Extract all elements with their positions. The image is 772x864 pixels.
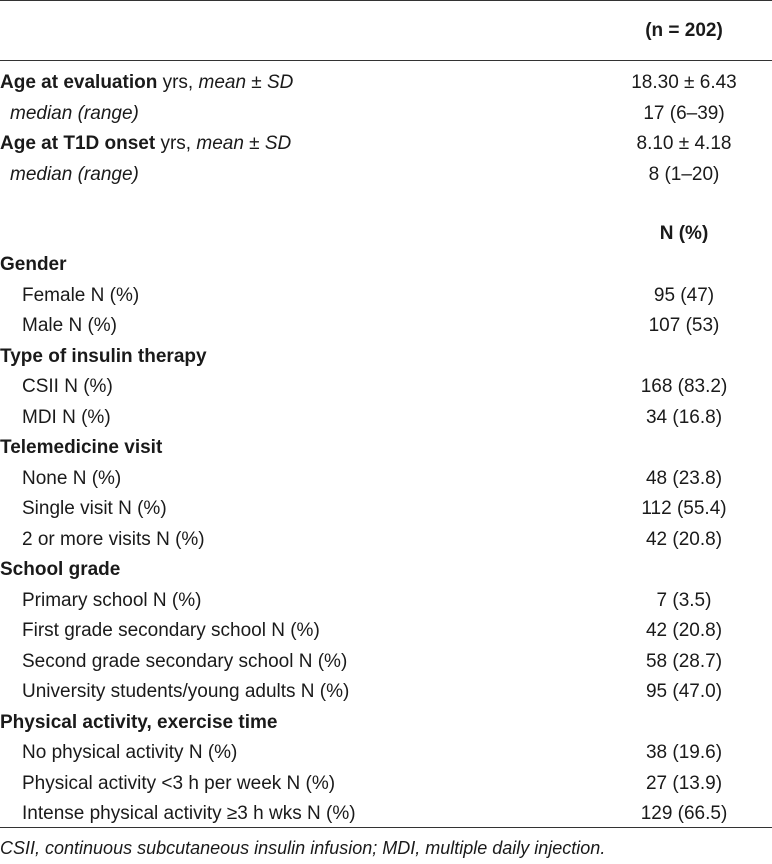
- age-onset-median-row: [0, 160, 772, 190]
- age-onset-median-value: 8 (1–20): [648, 164, 720, 185]
- row-value: 27 (13.9): [645, 772, 723, 794]
- section-header-telemedicine: [0, 433, 772, 463]
- section-title-activity: Physical activity, exercise time: [0, 711, 278, 733]
- row-value: 112 (55.4): [641, 498, 727, 519]
- row-label: 2 or more visits N (%): [22, 528, 205, 550]
- n-header: (n = 202): [645, 20, 723, 41]
- age-eval-median-value: 17 (6–39): [643, 103, 725, 124]
- table-row: [0, 494, 772, 524]
- table-row: [0, 616, 772, 646]
- age-eval-median-row: [0, 99, 772, 129]
- section-title-school: School grade: [0, 559, 121, 580]
- age-onset-value: 8.10 ± 4.18: [636, 133, 732, 154]
- header-rule: [0, 60, 772, 61]
- row-label: No physical activity N (%): [22, 742, 238, 763]
- table-row: [0, 403, 772, 433]
- row-label: Intense physical activity ≥3 h wks N (%): [22, 803, 356, 824]
- header-row: [0, 16, 772, 46]
- table-row: [0, 525, 772, 555]
- row-label: None N (%): [22, 467, 122, 489]
- row-value: 48 (23.8): [645, 467, 723, 489]
- row-label: CSII N (%): [22, 376, 113, 397]
- row-value: 38 (19.6): [645, 742, 723, 763]
- table-row: [0, 799, 772, 829]
- section-title-gender: Gender: [0, 254, 67, 275]
- row-value: 42 (20.8): [645, 620, 723, 641]
- section-header-school: [0, 555, 772, 585]
- section-header-activity: [0, 708, 772, 738]
- row-value: 129 (66.5): [640, 803, 728, 824]
- row-label: MDI N (%): [22, 406, 111, 428]
- section-header-insulin: [0, 342, 772, 372]
- row-label: Physical activity <3 h per week N (%): [22, 772, 336, 794]
- row-value: 58 (28.7): [645, 650, 723, 672]
- top-rule: [0, 0, 772, 1]
- age-onset-median-label: median (range): [10, 164, 139, 185]
- table-row: [0, 647, 772, 677]
- table-row: [0, 311, 772, 341]
- row-label: Second grade secondary school N (%): [22, 650, 348, 672]
- section-title-insulin: Type of insulin therapy: [0, 345, 207, 367]
- age-eval-value: 18.30 ± 6.43: [631, 72, 737, 93]
- bottom-rule: [0, 827, 772, 828]
- row-label: Primary school N (%): [22, 589, 202, 611]
- age-onset-label: Age at T1D onset yrs, mean ± SD: [0, 133, 292, 154]
- row-value: 42 (20.8): [645, 528, 723, 550]
- table-row: [0, 464, 772, 494]
- pct-header-row: [0, 219, 772, 249]
- row-label: First grade secondary school N (%): [22, 620, 320, 641]
- pct-header: N (%): [659, 223, 709, 244]
- row-label: Female N (%): [22, 284, 140, 306]
- row-value: 34 (16.8): [645, 406, 723, 428]
- age-eval-row: [0, 68, 772, 98]
- table-row: [0, 769, 772, 799]
- section-title-telemedicine: Telemedicine visit: [0, 437, 163, 458]
- row-value: 107 (53): [648, 315, 720, 336]
- section-header-gender: [0, 250, 772, 280]
- row-value: 7 (3.5): [656, 589, 712, 611]
- age-eval-median-label: median (range): [10, 103, 139, 124]
- table-row: [0, 738, 772, 768]
- table-row: [0, 281, 772, 311]
- row-value: 95 (47.0): [645, 681, 723, 702]
- row-label: Male N (%): [22, 315, 118, 336]
- row-label: University students/young adults N (%): [22, 681, 350, 702]
- row-value: 95 (47): [653, 284, 715, 306]
- table-row: [0, 372, 772, 402]
- table-row: [0, 586, 772, 616]
- row-value: 168 (83.2): [640, 376, 728, 397]
- age-onset-row: [0, 129, 772, 159]
- row-label: Single visit N (%): [22, 498, 167, 519]
- age-eval-label: Age at evaluation yrs, mean ± SD: [0, 72, 294, 93]
- table-footnote: CSII, continuous subcutaneous insulin infusion; MDI, multiple daily injection.: [0, 838, 606, 858]
- table-row: [0, 677, 772, 707]
